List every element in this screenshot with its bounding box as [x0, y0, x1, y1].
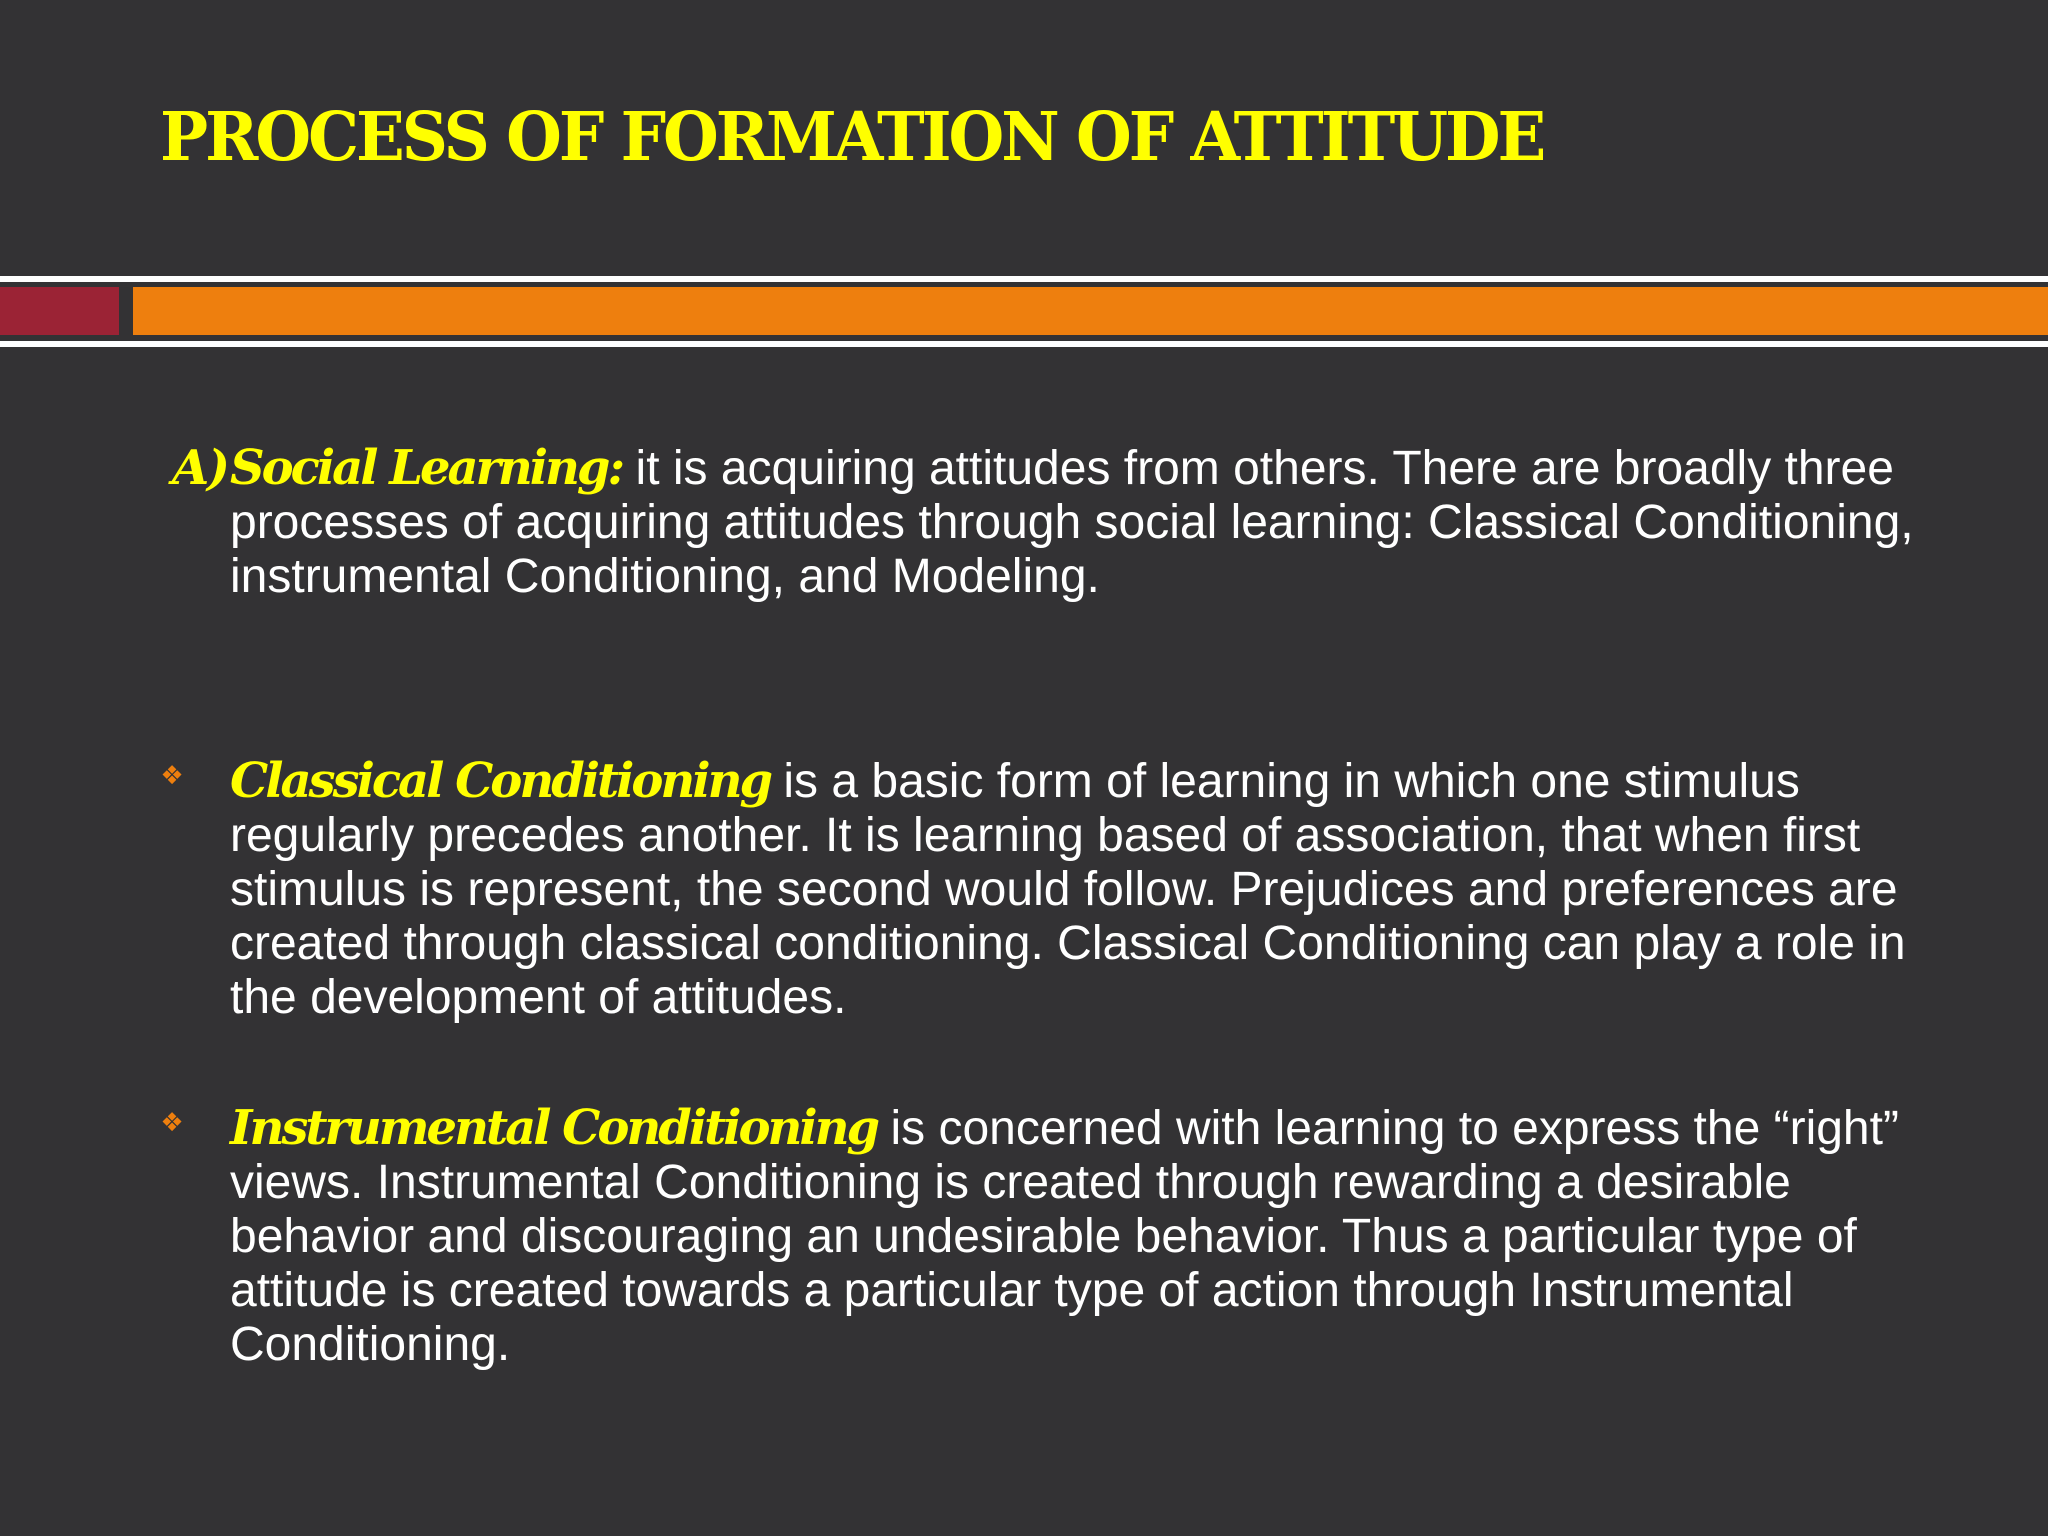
slide-title: PROCESS OF FORMATION OF ATTITUDE [160, 98, 1544, 177]
section-a-text: it is acquiring attitudes from others. There are broadly three processes of acquiring attitudes through social learning: Classical Conditioning, instrumental Conditioning, and Modeling. [230, 442, 1914, 603]
four-diamond-bullet-icon: ❖ [160, 761, 184, 791]
bullet-1-lead: Classical Conditioning [230, 753, 771, 809]
bullet-classical-conditioning [230, 754, 1950, 1025]
bullet-2-lead: Instrumental Conditioning [230, 1100, 878, 1156]
section-a-marker: A) [172, 440, 228, 496]
section-a-lead: Social Learning: [230, 440, 623, 496]
bullet-instrumental-conditioning [230, 1101, 1950, 1372]
bullet-1-text: is a basic form of learning in which one stimulus regularly precedes another. It is learning based of association, that when first stimulus is represent, the second would follow. Prejudices and preferences are created through classical conditioning. Classical Conditioning can play a role in the development of attitudes. [230, 755, 1906, 1024]
four-diamond-bullet-icon: ❖ [160, 1108, 184, 1138]
section-a-paragraph [230, 441, 1950, 604]
bullet-2-text: is concerned with learning to express the “right” views. Instrumental Conditioning is created through rewarding a desirable behavior and discouraging an undesirable behavior. Thus a particular type of attitude is created towards a particular type of action through Instrumental Conditioning. [230, 1102, 1899, 1371]
